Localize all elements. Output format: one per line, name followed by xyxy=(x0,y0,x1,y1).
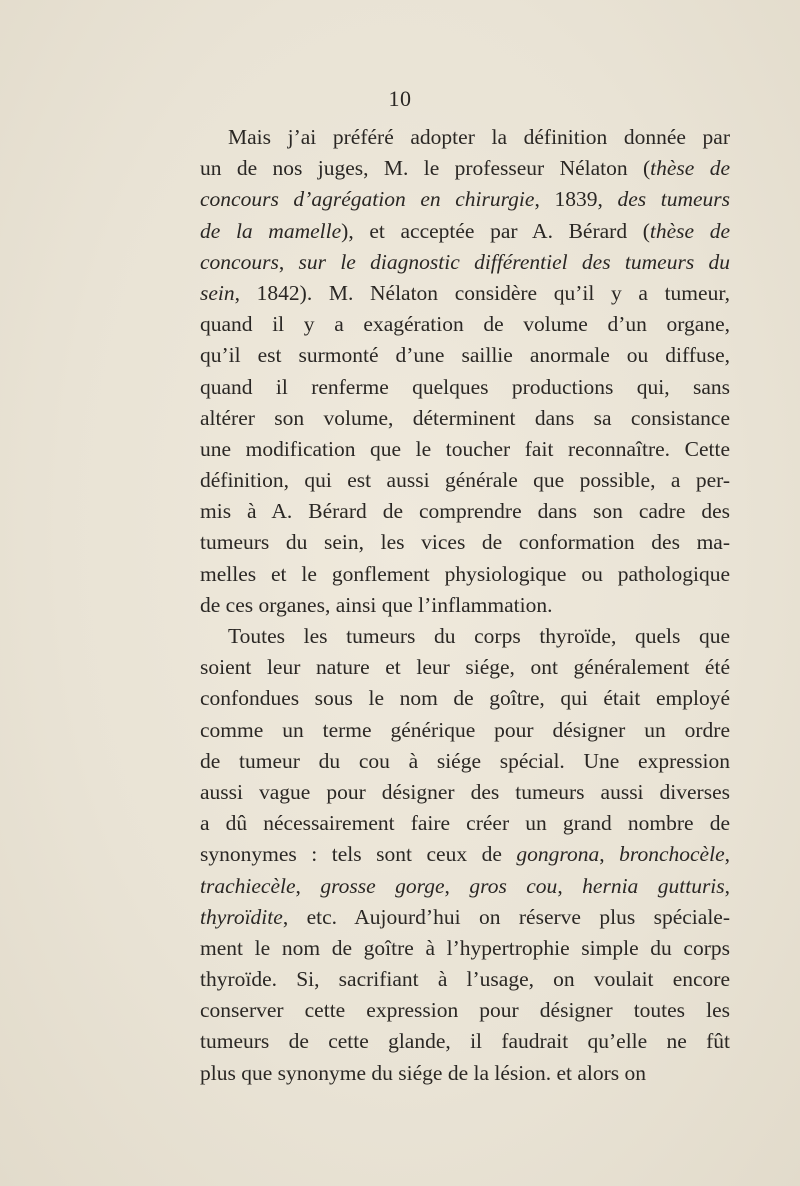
text-line xyxy=(200,340,730,371)
text-line xyxy=(200,808,730,839)
text-line xyxy=(200,683,730,714)
text-segment: plus que synonyme du siége de la lésion. et alors on xyxy=(200,1060,647,1085)
text-line xyxy=(200,527,730,558)
text-line xyxy=(200,559,730,590)
text-line xyxy=(200,122,730,153)
text-line xyxy=(200,995,730,1026)
text-segment: de tumeur du cou à siége spécial. Une expression xyxy=(200,748,730,773)
text-line xyxy=(200,278,730,309)
italic-segment: thèse de xyxy=(649,218,731,243)
text-line xyxy=(200,777,730,808)
text-segment: un de nos juges, M. le professeur Nélaton ( xyxy=(200,156,651,181)
text-segment: qu’il est surmonté d’une saillie anormale ou diffuse, xyxy=(200,343,730,368)
text-line xyxy=(200,715,730,746)
italic-segment: de la mamelle xyxy=(200,218,342,243)
italic-segment: concours d’agrégation en chirurgie xyxy=(200,187,535,212)
text-line xyxy=(200,216,730,247)
text-line xyxy=(200,465,730,496)
paragraph xyxy=(200,621,730,1089)
text-segment: , xyxy=(295,873,321,898)
text-line xyxy=(200,839,730,870)
text-line xyxy=(200,590,730,621)
text-line xyxy=(200,902,730,933)
text-line xyxy=(200,153,730,184)
text-line xyxy=(200,184,730,215)
text-segment: Toutes les tumeurs du corps thyroïde, quels que xyxy=(228,624,730,648)
text-segment: , xyxy=(278,249,299,274)
italic-segment: hernia gutturis xyxy=(582,873,725,898)
italic-segment: bronchocèle xyxy=(619,842,725,867)
text-segment: une modification que le toucher fait reconnaître. Cette xyxy=(200,436,730,461)
text-line xyxy=(200,372,730,403)
italic-segment: thyroïdite xyxy=(200,904,283,929)
italic-segment: grosse gorge xyxy=(320,873,445,898)
text-segment: , xyxy=(724,873,731,898)
page-number: 10 xyxy=(388,86,412,111)
text-segment: tumeurs du sein, les vices de conformation des ma- xyxy=(200,530,730,555)
text-segment: aussi vague pour désigner des tumeurs aussi diverses xyxy=(200,779,730,804)
text-segment: quand il y a exagération de volume d’un organe, xyxy=(200,312,730,337)
text-segment: mis à A. Bérard de comprendre dans son cadre des xyxy=(200,499,730,524)
text-segment: ment le nom de goître à l’hypertrophie simple du corps xyxy=(200,935,730,960)
text-line xyxy=(200,652,730,683)
text-line xyxy=(200,746,730,777)
text-segment: , 1839, xyxy=(534,187,618,212)
text-segment: confondues sous le nom de goître, qui était employé xyxy=(200,686,730,711)
text-segment: , xyxy=(557,873,583,898)
italic-segment: thèse de xyxy=(650,156,730,181)
body-text xyxy=(200,122,730,1089)
text-segment: conserver cette expression pour désigner toutes les xyxy=(200,998,730,1023)
text-line xyxy=(200,496,730,527)
text-segment: de ces organes, ainsi que l’inflammation. xyxy=(200,592,553,617)
text-segment: , xyxy=(599,842,620,867)
text-line xyxy=(200,933,730,964)
italic-segment: gros cou xyxy=(469,873,558,898)
text-segment: comme un terme générique pour désigner un ordre xyxy=(200,717,730,742)
text-segment: ), et acceptée par A. Bérard ( xyxy=(341,218,650,243)
text-line xyxy=(200,621,730,652)
italic-segment: gongrona xyxy=(516,842,600,867)
italic-segment: sein xyxy=(200,280,235,305)
text-segment: a dû nécessairement faire créer un grand nombre de xyxy=(200,811,730,836)
text-segment: thyroïde. Si, sacrifiant à l’usage, on voulait encore xyxy=(200,967,730,992)
text-line xyxy=(200,309,730,340)
text-line xyxy=(200,1058,730,1089)
italic-segment: des tumeurs xyxy=(617,187,730,212)
italic-segment: concours xyxy=(200,249,279,274)
text-segment: synonymes : tels sont ceux de xyxy=(200,842,517,867)
text-segment: melles et le gonflement physiologique ou pathologique xyxy=(200,561,730,586)
text-segment: , 1842). M. Nélaton considère qu’il y a tumeur, xyxy=(234,280,730,305)
text-segment: quand il renferme quelques productions qui, sans xyxy=(200,374,730,399)
text-line xyxy=(200,1026,730,1057)
text-line xyxy=(200,964,730,995)
text-segment: définition, qui est aussi générale que possible, a per- xyxy=(200,468,730,493)
text-segment: , etc. Aujourd’hui on réserve plus spéciale- xyxy=(282,904,730,929)
text-segment: soient leur nature et leur siége, ont généralement été xyxy=(200,655,730,680)
text-line xyxy=(200,871,730,902)
text-segment: , xyxy=(444,873,470,898)
text-segment: altérer son volume, déterminent dans sa consistance xyxy=(200,405,730,430)
italic-segment: sur le diagnostic différentiel des tumeurs du xyxy=(298,249,731,274)
text-line xyxy=(200,434,730,465)
text-segment: Mais j’ai préféré adopter la définition donnée par xyxy=(228,125,730,149)
italic-segment: trachiecèle xyxy=(200,873,296,898)
text-line xyxy=(200,403,730,434)
paragraph xyxy=(200,122,730,621)
text-segment: , xyxy=(724,842,730,867)
text-line xyxy=(200,247,730,278)
text-segment: tumeurs de cette glande, il faudrait qu’elle ne fût xyxy=(200,1029,730,1054)
